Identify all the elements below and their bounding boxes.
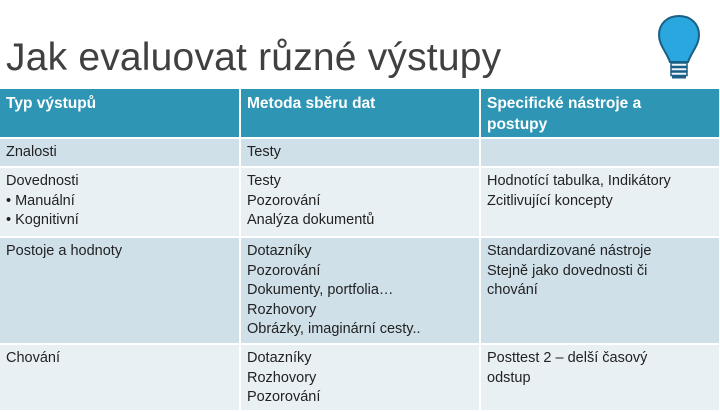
cell-line: Postoje a hodnoty bbox=[6, 243, 123, 259]
cell-tools bbox=[480, 237, 720, 344]
outputs-table bbox=[0, 89, 720, 412]
cell-line: • Manuální bbox=[6, 192, 75, 209]
cell-line: Testy bbox=[247, 144, 281, 160]
cell-line: Chování bbox=[6, 350, 61, 366]
table-header-row bbox=[0, 89, 720, 138]
header-line: postupy bbox=[487, 116, 548, 133]
cell-line: Dovednosti bbox=[6, 173, 79, 189]
table-row bbox=[0, 344, 720, 411]
cell-output-type bbox=[0, 344, 240, 411]
cell-line: Dotazníky bbox=[247, 350, 312, 366]
cell-tools bbox=[480, 167, 720, 237]
cell-line: odstup bbox=[487, 369, 531, 386]
cell-line: Testy bbox=[247, 173, 281, 189]
cell-output-type bbox=[0, 138, 240, 167]
header-output-type: Typ výstupů bbox=[0, 89, 240, 138]
cell-method bbox=[240, 344, 480, 411]
cell-line: Dokumenty, portfolia… bbox=[247, 282, 394, 298]
cell-line: Zcitlivující koncepty bbox=[487, 192, 613, 209]
cell-tools bbox=[480, 344, 720, 411]
light-bulb-icon bbox=[655, 14, 703, 80]
cell-line: Posttest 2 – delší časový bbox=[487, 350, 648, 366]
cell-method bbox=[240, 237, 480, 344]
cell-line: Dotazníky bbox=[247, 243, 312, 259]
cell-line: Analýza dokumentů bbox=[247, 212, 375, 228]
cell-line: Pozorování bbox=[247, 389, 321, 405]
cell-line: Standardizované nástroje bbox=[487, 243, 652, 259]
table-row bbox=[0, 138, 720, 167]
cell-line: Rozhovory bbox=[247, 369, 317, 386]
cell-output-type bbox=[0, 167, 240, 237]
cell-line: Pozorování bbox=[247, 192, 321, 209]
cell-tools bbox=[480, 138, 720, 167]
cell-line: Obrázky, imaginární cesty.. bbox=[247, 321, 421, 337]
cell-line: chování bbox=[487, 282, 538, 298]
cell-line: Hodnotící tabulka, Indikátory bbox=[487, 173, 671, 189]
cell-method bbox=[240, 167, 480, 237]
cell-line: Znalosti bbox=[6, 144, 57, 160]
cell-line: • Kognitivní bbox=[6, 212, 79, 228]
header-line: Specifické nástroje a bbox=[487, 95, 642, 112]
cell-line: Rozhovory bbox=[247, 301, 317, 318]
cell-line: Stejně jako dovednosti či bbox=[487, 262, 648, 279]
header-data-collection-method: Metoda sběru dat bbox=[240, 89, 480, 138]
cell-method bbox=[240, 138, 480, 167]
slide-title: Jak evaluovat různé výstupy bbox=[6, 36, 502, 79]
table-row bbox=[0, 237, 720, 344]
cell-output-type bbox=[0, 237, 240, 344]
table-row bbox=[0, 167, 720, 237]
header-specific-tools bbox=[480, 89, 720, 138]
cell-line: Pozorování bbox=[247, 262, 321, 279]
